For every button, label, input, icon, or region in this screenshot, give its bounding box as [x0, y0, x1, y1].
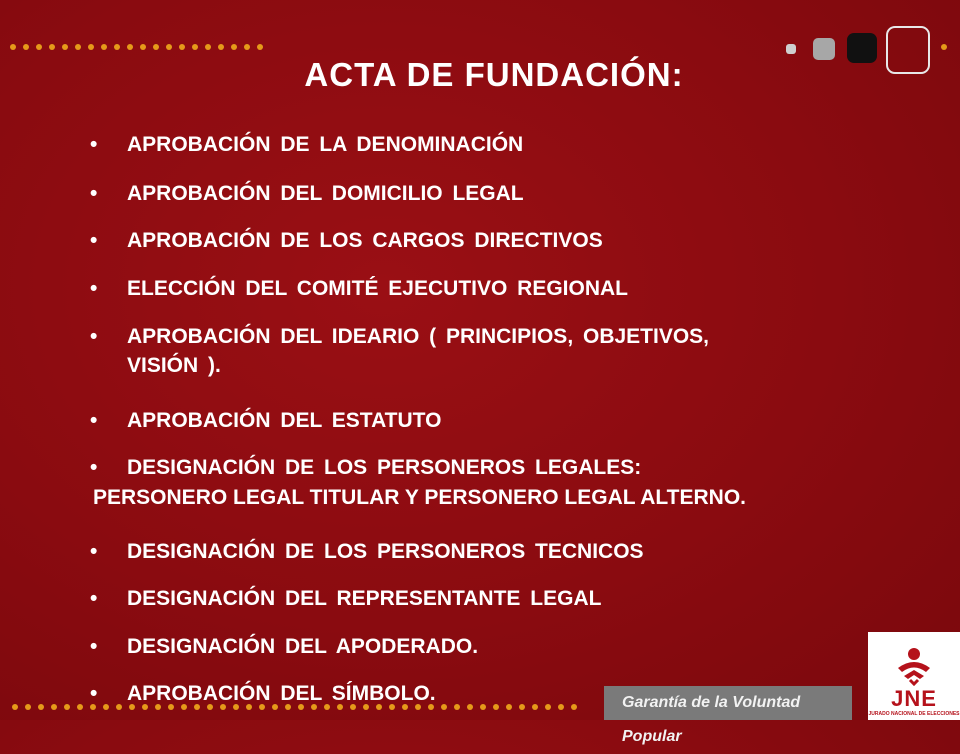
list-item: [90, 406, 441, 435]
bullet-icon: •: [90, 277, 98, 300]
list-item-text: ELECCIÓN DEL COMITÉ EJECUTIVO REGIONAL: [127, 277, 628, 300]
decorative-dot: [114, 44, 120, 50]
decorative-dot: [480, 704, 486, 710]
list-item-text: APROBACIÓN DEL ESTATUTO: [127, 409, 442, 432]
decorative-dot: [23, 44, 29, 50]
list-item-text: APROBACIÓN DE LOS CARGOS DIRECTIVOS: [127, 229, 603, 252]
decorative-dot: [244, 44, 250, 50]
decorative-dot: [467, 704, 473, 710]
footer-tagline: Garantía de la Voluntad Popular: [622, 694, 801, 745]
decorative-dot: [77, 704, 83, 710]
list-item-continuation: PERSONERO LEGAL TITULAR Y PERSONERO LEGAL ALTERNO.: [93, 486, 747, 509]
decorative-dot: [153, 44, 159, 50]
list-item-text: DESIGNACIÓN DE LOS PERSONEROS TECNICOS: [127, 540, 644, 563]
list-item: [90, 453, 641, 482]
decorative-dot: [218, 44, 224, 50]
decorative-dot: [62, 44, 68, 50]
decorative-dot: [231, 44, 237, 50]
list-item: [90, 274, 628, 303]
list-item: [90, 632, 478, 661]
decorative-dot: [140, 44, 146, 50]
decorative-dot: [532, 704, 538, 710]
decorative-dot: [12, 704, 18, 710]
list-item: [90, 179, 524, 208]
decorative-dot: [36, 44, 42, 50]
list-item-text: APROBACIÓN DE LA DENOMINACIÓN: [127, 133, 524, 156]
jne-logo-text: JNE: [891, 686, 937, 711]
decorative-dot: [10, 44, 16, 50]
bullet-icon: •: [90, 409, 98, 432]
bullet-icon: •: [90, 182, 98, 205]
list-item: [90, 226, 603, 255]
bullet-icon: •: [90, 456, 98, 479]
list-item-text: APROBACIÓN DEL IDEARIO ( PRINCIPIOS, OBJETIVOS,: [127, 325, 710, 348]
list-item-text: APROBACIÓN DEL DOMICILIO LEGAL: [127, 182, 524, 205]
decorative-dot: [257, 44, 263, 50]
decorative-dot: [519, 704, 525, 710]
decorative-dot: [506, 704, 512, 710]
decorative-dot: [75, 44, 81, 50]
decorative-dots-top-right: [941, 44, 947, 50]
list-item: [90, 537, 644, 566]
decorative-dot: [179, 44, 185, 50]
bullet-icon: •: [90, 540, 98, 563]
list-item-text: DESIGNACIÓN DE LOS PERSONEROS LEGALES:: [127, 456, 642, 479]
slide-title: ACTA DE FUNDACIÓN:: [304, 56, 684, 93]
decorative-dot: [166, 44, 172, 50]
decorative-dot: [64, 704, 70, 710]
bullet-icon: •: [90, 635, 98, 658]
decorative-dot: [101, 44, 107, 50]
list-item: [90, 584, 601, 613]
list-item: [90, 679, 436, 708]
decorative-dot: [545, 704, 551, 710]
jne-logo-subtext: JURADO NACIONAL DE ELECCIONES: [868, 711, 960, 717]
decorative-dot: [51, 704, 57, 710]
list-item-text: APROBACIÓN DEL SÍMBOLO.: [127, 682, 436, 705]
decorative-dot: [49, 44, 55, 50]
decorative-dot: [558, 704, 564, 710]
decorative-dot: [454, 704, 460, 710]
jne-emblem-icon: [894, 646, 934, 686]
list-item-continuation: VISIÓN ).: [127, 354, 221, 377]
jne-logo: [868, 632, 960, 720]
decorative-dot: [571, 704, 577, 710]
decorative-dot: [205, 44, 211, 50]
footer-tagline-bar: [604, 686, 852, 745]
bullet-icon: •: [90, 229, 98, 252]
decorative-dot: [441, 704, 447, 710]
bullet-icon: •: [90, 325, 98, 348]
list-item: [90, 322, 709, 380]
decorative-dot: [25, 704, 31, 710]
decorative-dot: [192, 44, 198, 50]
decorative-dot: [127, 44, 133, 50]
bullet-icon: •: [90, 133, 98, 156]
bullet-icon: •: [90, 682, 98, 705]
decorative-dot: [88, 44, 94, 50]
list-item-text: DESIGNACIÓN DEL REPRESENTANTE LEGAL: [127, 587, 602, 610]
decorative-dots-top-left: [10, 44, 263, 50]
list-item-text: DESIGNACIÓN DEL APODERADO.: [127, 635, 479, 658]
bullet-icon: •: [90, 587, 98, 610]
decorative-dot: [38, 704, 44, 710]
decorative-dot: [493, 704, 499, 710]
list-item: [90, 130, 523, 159]
decorative-square-small: [786, 44, 796, 54]
